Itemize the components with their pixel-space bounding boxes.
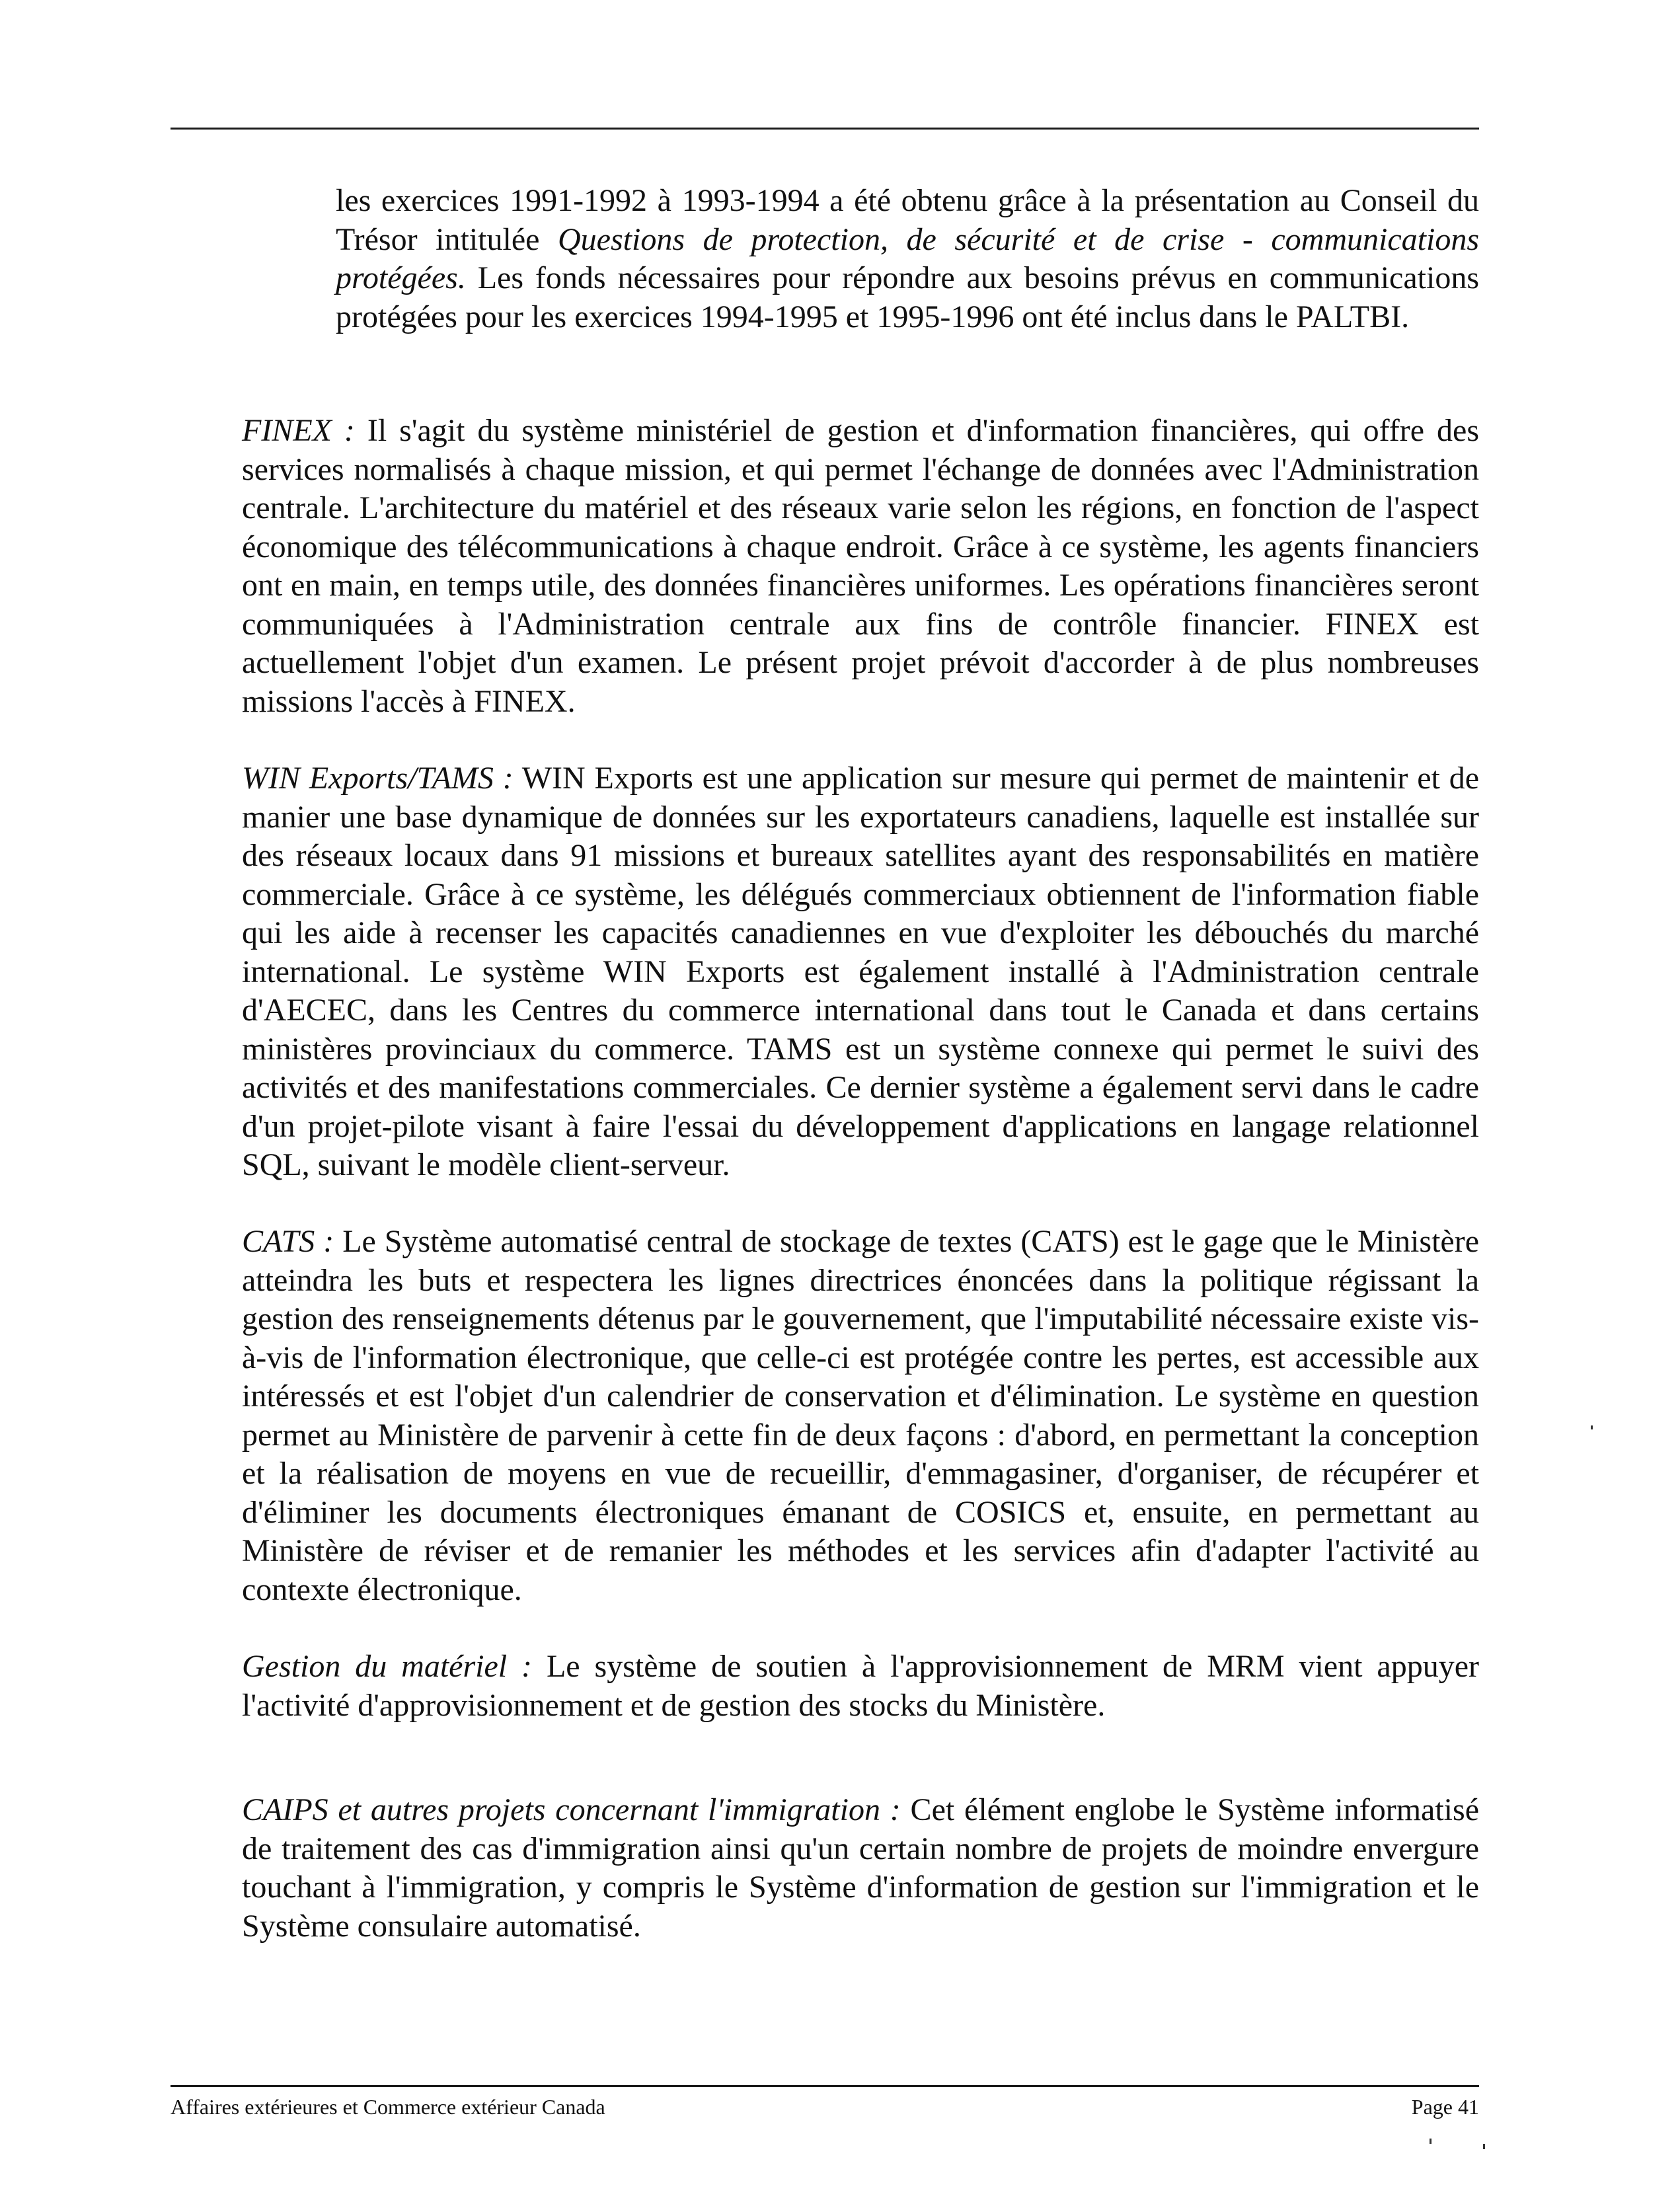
paragraph-lead-cats: CATS : [242,1224,334,1259]
paragraph-lead-win-exports: WIN Exports/TAMS : [242,761,514,796]
submission-title: Questions de protection, de sécurité et de crise - communications protégées. [336,221,1479,295]
continuation-text-after: Les fonds nécessaires pour répondre aux besoins prévus en communications protégées pour les exercices 1994-1995 et 1995-1996 ont été inclus dans le PALTBI. [336,260,1479,334]
scan-speck [1483,2144,1485,2149]
paragraph-cats [242,1223,1479,1609]
continuation-paragraph [336,182,1479,336]
continuation-text-before: les exercices 1991-1992 à 1993-1994 a été obtenu grâce à la présentation au Conseil du Trésor intitulée [336,183,1479,257]
paragraph-caips [242,1791,1479,1946]
footer-rule [171,2085,1479,2087]
paragraph-text-win-exports: WIN Exports est une application sur mesure qui permet de maintenir et de manier une base dynamique de données sur les exportateurs canadiens, laquelle est installée sur des réseaux locaux dans 91 missions et bureaux satellites ayant des responsabilités en matière commerciale. Grâce à ce système, les délégués commerciaux obtiennent de l'information fiable qui les aide à recenser les capacités canadiennes en vue d'exploiter les débouchés du marché international. Le système WIN Exports est également installé à l'Administration centrale d'AECEC, dans les Centres du commerce international dans tout le Canada et dans certains ministères provinciaux du commerce. TAMS est un système connexe qui permet le suivi des activités et des manifestations commerciales. Ce dernier système a également servi dans le cadre d'un projet-pilote visant à faire l'essai du développement d'applications en langage relationnel SQL, suivant le modèle client-serveur. [242,761,1480,1182]
paragraph-text-gestion-materiel: Le système de soutien à l'approvisionnement de MRM vient appuyer l'activité d'approvisionnement et de gestion des stocks du Ministère. [242,1649,1480,1723]
header-rule [171,128,1479,130]
paragraph-lead-caips: CAIPS et autres projets concernant l'immigration : [242,1792,901,1827]
footer-page-number: Page 41 [1411,2095,1479,2119]
paragraph-text-finex: Il s'agit du système ministériel de gestion et d'information financières, qui offre des services normalisés à chaque mission, et qui permet l'échange de données avec l'Administration centrale. L'architecture du matériel et des réseaux varie selon les régions, en fonction de l'aspect économique des télécommunications à chaque endroit. Grâce à ce système, les agents financiers ont en main, en temps utile, des données financières uniformes. Les opérations financières seront communiquées à l'Administration centrale aux fins de contrôle financier. FINEX est actuellement l'objet d'un examen. Le présent projet prévoit d'accorder à de plus nombreuses missions l'accès à FINEX. [242,413,1479,719]
paragraph-text-cats: Le Système automatisé central de stockage de textes (CATS) est le gage que le Ministère atteindra les buts et respectera les lignes directrices énoncées dans la politique régissant la gestion des renseignements détenus par le gouvernement, que l'imputabilité nécessaire existe vis-à-vis de l'information électronique, que celle-ci est protégée contre les pertes, est accessible aux intéressés et est l'objet d'un calendrier de conservation et d'élimination. Le système en question permet au Ministère de parvenir à cette fin de deux façons : d'abord, en permettant la conception et la réalisation de moyens en vue de recueillir, d'emmagasiner, d'organiser, de récupérer et d'éliminer les documents électroniques émanant de COSICS et, ensuite, en permettant au Ministère de réviser et de remanier les méthodes et les services afin d'adapter l'activité au contexte électronique. [242,1224,1480,1607]
paragraph-gestion-materiel [242,1648,1479,1725]
paragraph-finex [242,412,1479,721]
scan-speck [1591,1425,1593,1429]
paragraph-lead-gestion-materiel: Gestion du matériel : [242,1649,533,1684]
paragraph-win-exports [242,759,1479,1185]
footer-department: Affaires extérieures et Commerce extérieur Canada [171,2095,605,2119]
paragraph-text-caips: Cet élément englobe le Système informatisé de traitement des cas d'immigration ainsi qu'un certain nombre de projets de moindre envergure touchant à l'immigration, y compris le Système d'information de gestion sur l'immigration et le Système consulaire automatisé. [242,1792,1479,1944]
scan-speck [1430,2139,1432,2144]
paragraph-lead-finex: FINEX : [242,413,355,448]
